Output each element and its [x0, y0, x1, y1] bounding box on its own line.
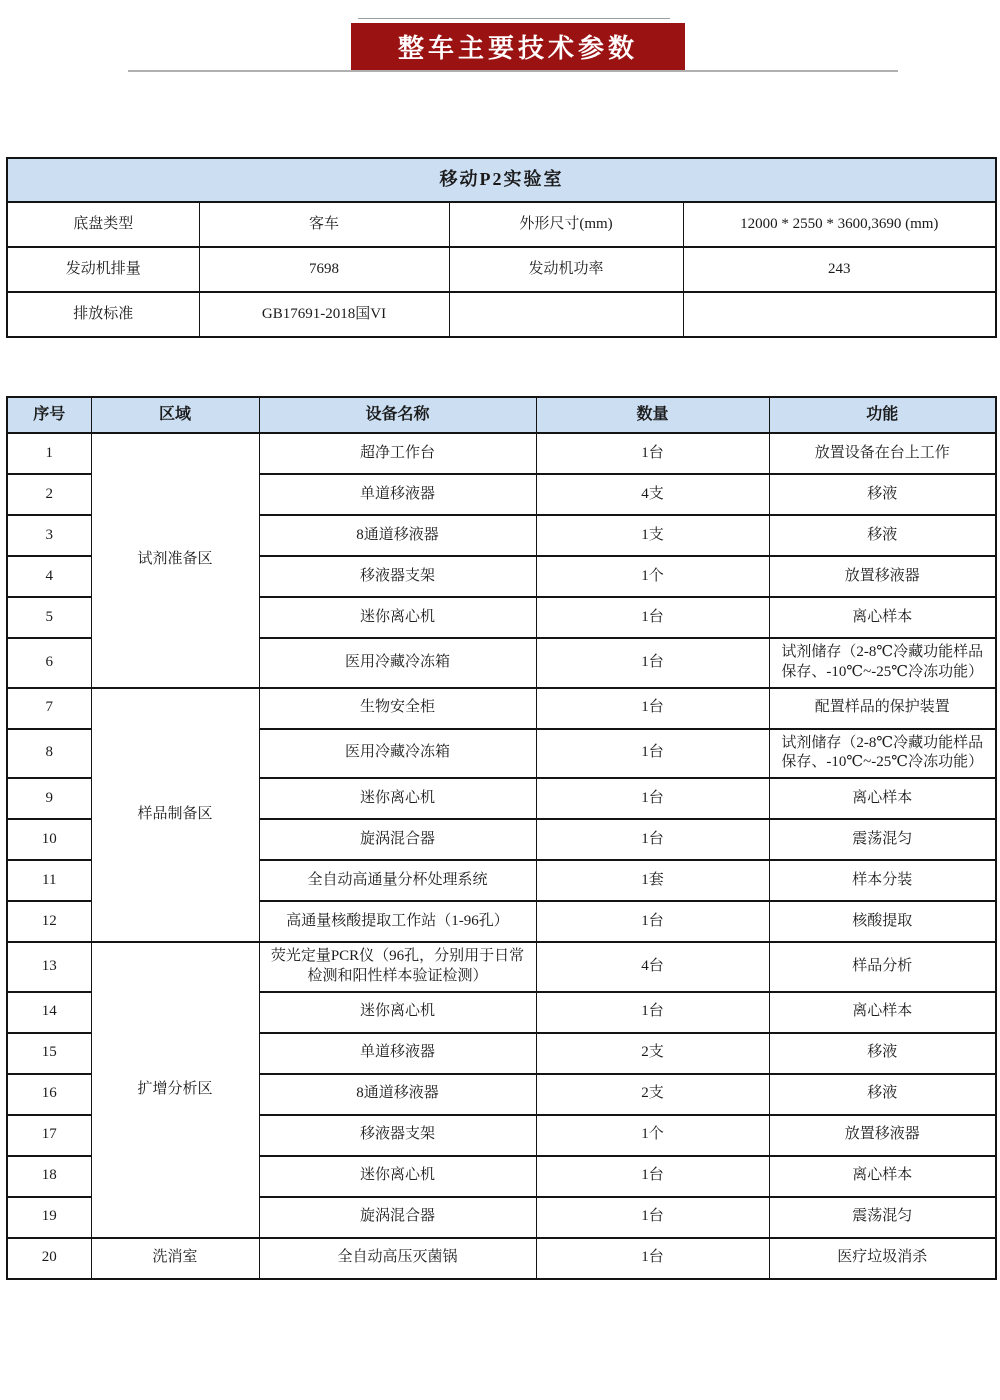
device-cell: 迷你离心机 — [259, 992, 536, 1033]
device-cell: 高通量核酸提取工作站（1-96孔） — [259, 901, 536, 942]
function-cell: 移液 — [769, 474, 996, 515]
page-header — [0, 0, 1000, 157]
spec-empty-cell — [683, 292, 996, 337]
device-cell: 全自动高通量分杯处理系统 — [259, 860, 536, 901]
device-cell: 超净工作台 — [259, 433, 536, 474]
zone-cell: 样品制备区 — [91, 688, 259, 943]
serial-cell: 17 — [7, 1115, 91, 1156]
serial-cell: 6 — [7, 638, 91, 688]
equipment-row — [7, 942, 996, 992]
quantity-cell: 1个 — [536, 556, 769, 597]
quantity-cell: 1支 — [536, 515, 769, 556]
device-cell: 医用冷藏冷冻箱 — [259, 729, 536, 779]
equipment-header-cell: 数量 — [536, 397, 769, 433]
device-cell: 生物安全柜 — [259, 688, 536, 729]
serial-cell: 11 — [7, 860, 91, 901]
zone-cell: 试剂准备区 — [91, 433, 259, 688]
serial-cell: 14 — [7, 992, 91, 1033]
function-cell: 离心样本 — [769, 1156, 996, 1197]
equipment-header-cell: 设备名称 — [259, 397, 536, 433]
serial-cell: 20 — [7, 1238, 91, 1279]
equipment-row — [7, 688, 996, 729]
quantity-cell: 1套 — [536, 860, 769, 901]
equipment-header-cell: 功能 — [769, 397, 996, 433]
spec-value-power: 243 — [683, 247, 996, 292]
device-cell: 医用冷藏冷冻箱 — [259, 638, 536, 688]
zone-cell: 扩增分析区 — [91, 942, 259, 1238]
spec-label-chassis: 底盘类型 — [7, 202, 199, 247]
serial-cell: 10 — [7, 819, 91, 860]
quantity-cell: 1台 — [536, 778, 769, 819]
device-cell: 全自动高压灭菌锅 — [259, 1238, 536, 1279]
function-cell: 样本分装 — [769, 860, 996, 901]
serial-cell: 4 — [7, 556, 91, 597]
equipment-row — [7, 1238, 996, 1279]
function-cell: 放置移液器 — [769, 1115, 996, 1156]
spec-value-displacement: 7698 — [199, 247, 449, 292]
vehicle-spec-table — [6, 157, 997, 338]
serial-cell: 16 — [7, 1074, 91, 1115]
function-cell: 震荡混匀 — [769, 1197, 996, 1238]
quantity-cell: 1台 — [536, 729, 769, 779]
quantity-cell: 2支 — [536, 1074, 769, 1115]
quantity-cell: 1台 — [536, 688, 769, 729]
quantity-cell: 1个 — [536, 1115, 769, 1156]
quantity-cell: 1台 — [536, 1197, 769, 1238]
spec-row — [7, 247, 996, 292]
device-cell: 迷你离心机 — [259, 778, 536, 819]
equipment-header-row — [7, 397, 996, 433]
device-cell: 迷你离心机 — [259, 1156, 536, 1197]
serial-cell: 18 — [7, 1156, 91, 1197]
zone-cell: 洗消室 — [91, 1238, 259, 1279]
serial-cell: 5 — [7, 597, 91, 638]
function-cell: 离心样本 — [769, 778, 996, 819]
device-cell: 单道移液器 — [259, 474, 536, 515]
serial-cell: 1 — [7, 433, 91, 474]
function-cell: 样品分析 — [769, 942, 996, 992]
function-cell: 离心样本 — [769, 992, 996, 1033]
function-cell: 试剂储存（2-8℃冷藏功能样品保存、-10℃~-25℃冷冻功能） — [769, 729, 996, 779]
spec-row — [7, 292, 996, 337]
equipment-header-cell: 区域 — [91, 397, 259, 433]
spec-value-dimensions: 12000 * 2550 * 3600,3690 (mm) — [683, 202, 996, 247]
function-cell: 试剂储存（2-8℃冷藏功能样品保存、-10℃~-25℃冷冻功能） — [769, 638, 996, 688]
serial-cell: 19 — [7, 1197, 91, 1238]
quantity-cell: 1台 — [536, 819, 769, 860]
spec-value-chassis: 客车 — [199, 202, 449, 247]
spec-title-row — [7, 158, 996, 202]
quantity-cell: 1台 — [536, 1238, 769, 1279]
device-cell: 移液器支架 — [259, 1115, 536, 1156]
device-cell: 荧光定量PCR仪（96孔，分别用于日常检测和阳性样本验证检测） — [259, 942, 536, 992]
serial-cell: 12 — [7, 901, 91, 942]
quantity-cell: 1台 — [536, 638, 769, 688]
function-cell: 移液 — [769, 1033, 996, 1074]
spec-label-displacement: 发动机排量 — [7, 247, 199, 292]
quantity-cell: 1台 — [536, 1156, 769, 1197]
spec-empty-cell — [449, 292, 683, 337]
function-cell: 核酸提取 — [769, 901, 996, 942]
equipment-table — [6, 396, 997, 1280]
page-title: 整车主要技术参数 — [397, 34, 638, 64]
serial-cell: 2 — [7, 474, 91, 515]
spec-label-power: 发动机功率 — [449, 247, 683, 292]
quantity-cell: 4台 — [536, 942, 769, 992]
device-cell: 移液器支架 — [259, 556, 536, 597]
function-cell: 离心样本 — [769, 597, 996, 638]
quantity-cell: 1台 — [536, 597, 769, 638]
equipment-row — [7, 433, 996, 474]
page-title-banner — [351, 23, 685, 70]
function-cell: 医疗垃圾消杀 — [769, 1238, 996, 1279]
function-cell: 放置移液器 — [769, 556, 996, 597]
device-cell: 迷你离心机 — [259, 597, 536, 638]
serial-cell: 13 — [7, 942, 91, 992]
serial-cell: 9 — [7, 778, 91, 819]
function-cell: 配置样品的保护装置 — [769, 688, 996, 729]
function-cell: 移液 — [769, 1074, 996, 1115]
quantity-cell: 2支 — [536, 1033, 769, 1074]
spec-table-title: 移动P2实验室 — [7, 158, 996, 202]
device-cell: 旋涡混合器 — [259, 819, 536, 860]
function-cell: 放置设备在台上工作 — [769, 433, 996, 474]
serial-cell: 15 — [7, 1033, 91, 1074]
serial-cell: 7 — [7, 688, 91, 729]
device-cell: 单道移液器 — [259, 1033, 536, 1074]
function-cell: 移液 — [769, 515, 996, 556]
quantity-cell: 4支 — [536, 474, 769, 515]
equipment-header-cell: 序号 — [7, 397, 91, 433]
spec-label-dimensions: 外形尺寸(mm) — [449, 202, 683, 247]
device-cell: 8通道移液器 — [259, 515, 536, 556]
function-cell: 震荡混匀 — [769, 819, 996, 860]
device-cell: 旋涡混合器 — [259, 1197, 536, 1238]
device-cell: 8通道移液器 — [259, 1074, 536, 1115]
decorative-line-under-title — [128, 70, 898, 72]
serial-cell: 3 — [7, 515, 91, 556]
quantity-cell: 1台 — [536, 992, 769, 1033]
quantity-cell: 1台 — [536, 901, 769, 942]
spec-row — [7, 202, 996, 247]
serial-cell: 8 — [7, 729, 91, 779]
quantity-cell: 1台 — [536, 433, 769, 474]
spec-value-emission: GB17691-2018国VI — [199, 292, 449, 337]
decorative-line-top — [358, 18, 670, 19]
spec-label-emission: 排放标准 — [7, 292, 199, 337]
